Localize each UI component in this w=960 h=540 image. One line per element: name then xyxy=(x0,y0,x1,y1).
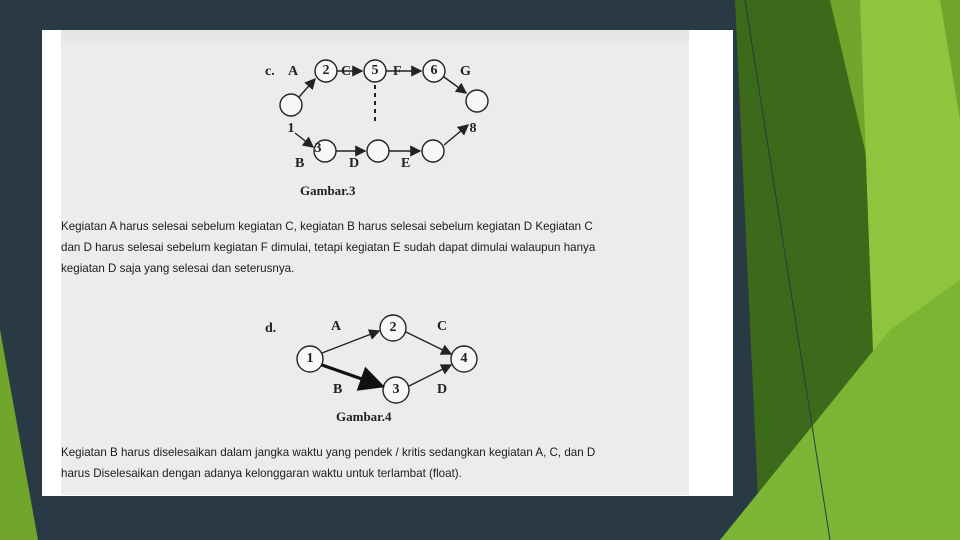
activity-label-C: C xyxy=(437,319,448,334)
node-label-6: 6 xyxy=(430,63,438,78)
arrow-G xyxy=(444,77,466,93)
screenshot-top-strip xyxy=(61,30,689,41)
activity-label-C: C xyxy=(341,64,352,79)
arrow-A xyxy=(299,79,315,97)
node-label-1: 1 xyxy=(306,351,314,366)
figure-c-prefix: c. xyxy=(265,64,275,79)
activity-label-B: B xyxy=(295,156,305,171)
node-label-2: 2 xyxy=(322,63,330,78)
node-circle xyxy=(466,90,488,112)
figure-c-caption: Gambar.3 xyxy=(300,183,356,198)
node-circle xyxy=(422,140,444,162)
activity-label-F: F xyxy=(393,64,402,79)
activity-label-E: E xyxy=(401,156,411,171)
node-label-3: 3 xyxy=(392,382,400,397)
paragraph-d xyxy=(61,442,689,484)
paragraph-c xyxy=(61,216,689,279)
paragraph-c-line: Kegiatan A harus selesai sebelum kegiatan C, kegiatan B harus selesai sebelum kegiatan D Kegiatan C xyxy=(61,220,593,233)
node-label-2: 2 xyxy=(389,320,397,335)
arrow-B-critical xyxy=(322,365,379,385)
activity-label-D: D xyxy=(437,382,448,397)
figure-d-section xyxy=(61,297,689,495)
figure-d-caption: Gambar.4 xyxy=(336,409,392,424)
node-label-8: 8 xyxy=(469,121,477,136)
arrow-A xyxy=(322,331,379,353)
activity-label-G: G xyxy=(460,64,471,79)
activity-label-D: D xyxy=(349,156,360,171)
paragraph-c-line: dan D harus selesai sebelum kegiatan F dimulai, tetapi kegiatan E sudah dapat dimulai walaupun hanya xyxy=(61,241,596,254)
network-diagram-d xyxy=(61,297,689,417)
figure-c-section xyxy=(61,41,689,297)
left-green-strip xyxy=(0,330,38,540)
node-label-1: 1 xyxy=(287,121,295,136)
node-label-3: 3 xyxy=(314,141,322,156)
paragraph-c-line: kegiatan D saja yang selesai dan seterusnya. xyxy=(61,262,295,275)
paragraph-d-line: harus Diselesaikan dengan adanya kelonggaran waktu untuk terlambat (float). xyxy=(61,467,462,480)
figure-d-prefix: d. xyxy=(265,321,277,336)
node-circle xyxy=(280,94,302,116)
node-label-4: 4 xyxy=(460,351,468,366)
activity-label-A: A xyxy=(331,319,342,334)
arrow-C xyxy=(406,332,451,354)
node-circle xyxy=(367,140,389,162)
node-label-5: 5 xyxy=(371,63,379,78)
paragraph-d-line: Kegiatan B harus diselesaikan dalam jangka waktu yang pendek / kritis sedangkan kegiatan A, C, dan D xyxy=(61,446,596,459)
activity-label-B: B xyxy=(333,382,343,397)
activity-label-A: A xyxy=(288,64,299,79)
